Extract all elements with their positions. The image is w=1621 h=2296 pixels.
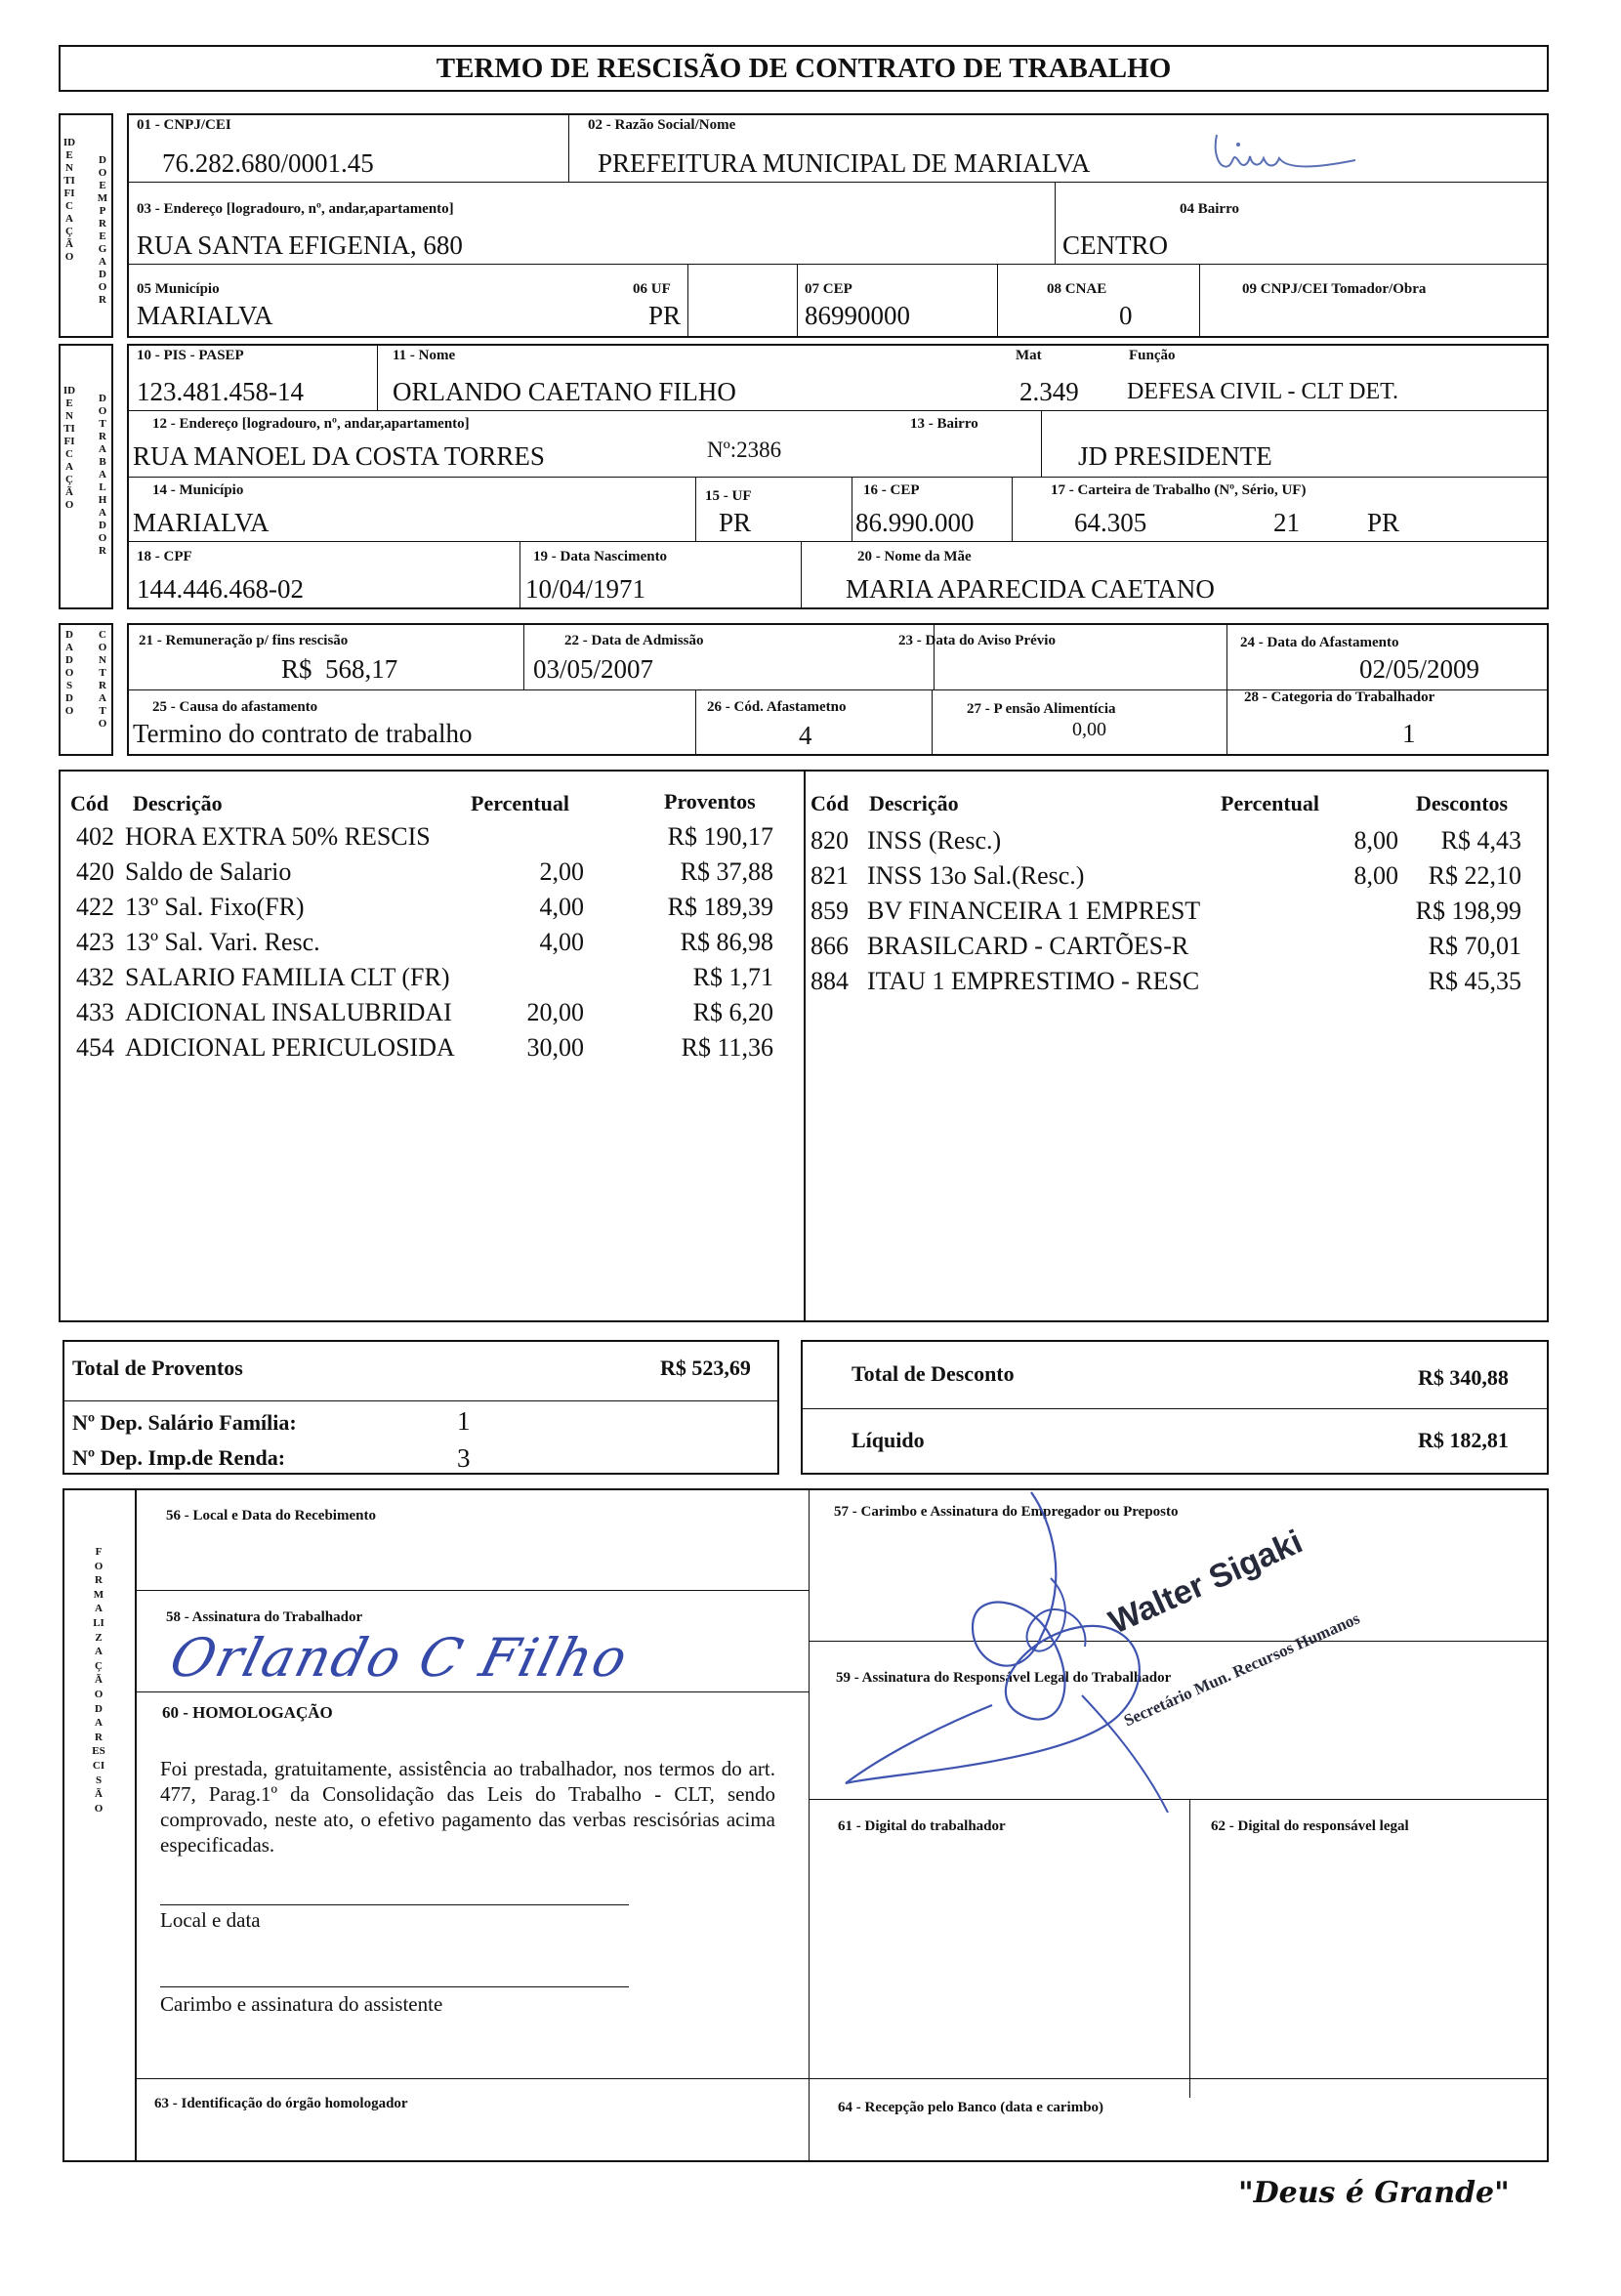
total-desconto-label: Total de Desconto bbox=[852, 1361, 1015, 1386]
employer-side-label-a: IDENTIFICAÇÃO bbox=[62, 137, 76, 263]
numero-value: Nº:2386 bbox=[707, 438, 782, 462]
f19-label: 19 - Data Nascimento bbox=[533, 549, 668, 564]
f07-label: 07 CEP bbox=[805, 281, 852, 297]
earnings-amount: R$ 86,98 bbox=[680, 928, 773, 956]
contract-side-label-a: DADOS DO bbox=[64, 629, 74, 717]
stamp-name: Walter Sigaki bbox=[1103, 1523, 1309, 1642]
f17-uf: PR bbox=[1367, 508, 1400, 537]
f26-value: 4 bbox=[799, 721, 812, 750]
f60-text: Foi prestada, gratuitamente, assistência ao trabalhador, nos termos do art. 477, Parag.1º da Consolidação das Leis do Trabalho - CLT, sendo comprovado, neste ato, o efetivo pagamento das verbas rescisórias acima especificadas. bbox=[160, 1757, 775, 1857]
local-e-data: Local e data bbox=[160, 1908, 261, 1932]
f18-label: 18 - CPF bbox=[137, 549, 192, 564]
earnings-perc: 2,00 bbox=[539, 857, 584, 886]
earnings-header-cod: Cód bbox=[70, 791, 109, 815]
f25-value: Termino do contrato de trabalho bbox=[133, 719, 473, 748]
earnings-cod: 423 bbox=[76, 928, 114, 956]
f12-label: 12 - Endereço [logradouro, nº, andar,apartamento] bbox=[152, 416, 470, 432]
earnings-desc: ADICIONAL PERICULOSIDA bbox=[125, 1033, 455, 1062]
f15-value: PR bbox=[719, 508, 752, 537]
deductions-desc: INSS 13o Sal.(Resc.) bbox=[867, 861, 1085, 890]
f08-label: 08 CNAE bbox=[1047, 281, 1107, 297]
page-title: TERMO DE RESCISÃO DE CONTRATO DE TRABALHO bbox=[436, 53, 1172, 84]
f16-label: 16 - CEP bbox=[863, 482, 920, 498]
deductions-perc: 8,00 bbox=[1353, 861, 1398, 890]
f17-serie: 21 bbox=[1273, 508, 1300, 537]
f05-value: MARIALVA bbox=[137, 301, 273, 330]
f28-value: 1 bbox=[1402, 719, 1416, 748]
f27-label: 27 - P ensão Alimentícia bbox=[967, 701, 1116, 717]
deductions-cod: 820 bbox=[810, 826, 849, 855]
f04-value: CENTRO bbox=[1062, 230, 1168, 260]
f03-value: RUA SANTA EFIGENIA, 680 bbox=[137, 230, 463, 260]
deductions-cod: 866 bbox=[810, 932, 849, 960]
f17-label: 17 - Carteira de Trabalho (Nº, Sério, UF) bbox=[1051, 482, 1307, 498]
deductions-desc: BV FINANCEIRA 1 EMPREST bbox=[867, 897, 1201, 925]
dep-salario-familia-label: Nº Dep. Salário Família: bbox=[72, 1410, 297, 1435]
mat-label: Mat bbox=[1016, 348, 1042, 363]
earnings-amount: R$ 6,20 bbox=[692, 998, 773, 1026]
worker-signature: Orlando C Filho bbox=[164, 1627, 636, 1689]
earnings-amount: R$ 189,39 bbox=[667, 893, 773, 921]
f24-label: 24 - Data do Afastamento bbox=[1240, 635, 1399, 650]
f25-label: 25 - Causa do afastamento bbox=[152, 699, 318, 715]
earnings-cod: 402 bbox=[76, 822, 114, 851]
deductions-desc: BRASILCARD - CARTÕES-R bbox=[867, 932, 1189, 960]
f06-label: 06 UF bbox=[633, 281, 671, 297]
f11-label: 11 - Nome bbox=[393, 348, 456, 363]
f17-numero: 64.305 bbox=[1074, 508, 1147, 537]
worker-section bbox=[127, 344, 1549, 609]
earnings-cod: 454 bbox=[76, 1033, 114, 1062]
totals-deductions-box bbox=[801, 1340, 1549, 1475]
earnings-perc: 4,00 bbox=[539, 893, 584, 921]
f07-value: 86990000 bbox=[805, 301, 910, 330]
earnings-perc: 30,00 bbox=[526, 1033, 584, 1062]
f22-value: 03/05/2007 bbox=[533, 654, 654, 684]
deductions-amount: R$ 4,43 bbox=[1440, 826, 1521, 855]
f09-label: 09 CNPJ/CEI Tomador/Obra bbox=[1242, 281, 1427, 297]
f64-label: 64 - Recepção pelo Banco (data e carimbo) bbox=[838, 2100, 1104, 2115]
totals-earnings-box bbox=[62, 1340, 779, 1475]
f11-value: ORLANDO CAETANO FILHO bbox=[393, 377, 736, 406]
contract-side-label-b: CONTRATO bbox=[98, 629, 107, 730]
deductions-cod: 821 bbox=[810, 861, 849, 890]
footer-motto: "Deus é Grande" bbox=[1238, 2176, 1510, 2210]
f05-label: 05 Município bbox=[137, 281, 220, 297]
worker-side-box bbox=[59, 344, 113, 609]
funcao-label: Função bbox=[1129, 348, 1176, 363]
f20-value: MARIA APARECIDA CAETANO bbox=[846, 574, 1215, 604]
f28-label: 28 - Categoria do Trabalhador bbox=[1244, 689, 1435, 705]
employer-side-box bbox=[59, 113, 113, 338]
f13-value: JD PRESIDENTE bbox=[1078, 441, 1272, 471]
f24-value: 02/05/2009 bbox=[1359, 654, 1480, 684]
deductions-cod: 859 bbox=[810, 897, 849, 925]
formalization-section bbox=[62, 1488, 1549, 2162]
f19-value: 10/04/1971 bbox=[525, 574, 646, 604]
deductions-header-cod: Cód bbox=[810, 791, 850, 815]
f56-label: 56 - Local e Data do Recebimento bbox=[166, 1508, 376, 1524]
employer-section bbox=[127, 113, 1549, 338]
earnings-desc: HORA EXTRA 50% RESCIS bbox=[125, 822, 431, 851]
deductions-amount: R$ 45,35 bbox=[1428, 967, 1521, 995]
funcao-value: DEFESA CIVIL - CLT DET. bbox=[1127, 379, 1399, 404]
earnings-desc: 13º Sal. Fixo(FR) bbox=[125, 893, 305, 921]
f21-label: 21 - Remuneração p/ fins rescisão bbox=[139, 633, 349, 648]
f01-label: 01 - CNPJ/CEI bbox=[137, 117, 231, 133]
contract-section bbox=[127, 623, 1549, 756]
mat-value: 2.349 bbox=[1019, 377, 1079, 406]
earnings-amount: R$ 11,36 bbox=[681, 1033, 773, 1062]
earnings-header-amount: Proventos bbox=[664, 789, 756, 814]
deductions-header-amount: Descontos bbox=[1416, 791, 1509, 815]
dep-salario-familia-value: 1 bbox=[457, 1406, 471, 1436]
f06-value: PR bbox=[648, 301, 682, 330]
f23-label: 23 - Data do Aviso Prévio bbox=[898, 633, 1056, 648]
f03-label: 03 - Endereço [logradouro, nº, andar,apartamento] bbox=[137, 201, 454, 217]
contract-side-box bbox=[59, 623, 113, 756]
f15-label: 15 - UF bbox=[705, 488, 752, 504]
earnings-amount: R$ 37,88 bbox=[680, 857, 773, 886]
worker-side-label-b: DO TRABALHADOR bbox=[98, 393, 107, 557]
f22-label: 22 - Data de Admissão bbox=[564, 633, 704, 648]
f18-value: 144.446.468-02 bbox=[137, 574, 304, 604]
employer-signature bbox=[826, 1490, 1236, 1813]
earnings-cod: 420 bbox=[76, 857, 114, 886]
f01-value: 76.282.680/0001.45 bbox=[162, 148, 374, 178]
f04-label: 04 Bairro bbox=[1180, 201, 1239, 217]
total-proventos-label: Total de Proventos bbox=[72, 1356, 243, 1380]
earnings-desc: Saldo de Salario bbox=[125, 857, 292, 886]
earnings-desc: 13º Sal. Vari. Resc. bbox=[125, 928, 320, 956]
deductions-header-desc: Descrição bbox=[869, 791, 959, 815]
earnings-perc: 20,00 bbox=[526, 998, 584, 1026]
f57-label: 57 - Carimbo e Assinatura do Empregador ou Preposto bbox=[834, 1504, 1179, 1520]
deductions-cod: 884 bbox=[810, 967, 849, 995]
f12-value: RUA MANOEL DA COSTA TORRES bbox=[133, 441, 545, 471]
f58-label: 58 - Assinatura do Trabalhador bbox=[166, 1609, 363, 1625]
f10-label: 10 - PIS - PASEP bbox=[137, 348, 244, 363]
worker-side-label-a: IDENTIFICAÇÃO bbox=[62, 385, 76, 511]
employer-initial-signature bbox=[1209, 123, 1365, 182]
total-proventos-value: R$ 523,69 bbox=[660, 1356, 751, 1380]
earnings-desc: SALARIO FAMILIA CLT (FR) bbox=[125, 963, 450, 991]
title-bar bbox=[59, 45, 1549, 92]
f63-label: 63 - Identificação do órgão homologador bbox=[154, 2096, 408, 2111]
earnings-perc: 4,00 bbox=[539, 928, 584, 956]
deductions-perc: 8,00 bbox=[1353, 826, 1398, 855]
f02-label: 02 - Razão Social/Nome bbox=[588, 117, 736, 133]
stamp-role: Secretário Mun. Recursos Humanos bbox=[1121, 1608, 1363, 1731]
f20-label: 20 - Nome da Mãe bbox=[857, 549, 972, 564]
dep-imp-renda-value: 3 bbox=[457, 1443, 471, 1473]
deductions-desc: ITAU 1 EMPRESTIMO - RESC bbox=[867, 967, 1200, 995]
deductions-amount: R$ 70,01 bbox=[1428, 932, 1521, 960]
f16-value: 86.990.000 bbox=[855, 508, 975, 537]
liquido-value: R$ 182,81 bbox=[1418, 1428, 1509, 1452]
earnings-header-desc: Descrição bbox=[133, 791, 223, 815]
f08-value: 0 bbox=[1119, 301, 1133, 330]
formalization-side-label: FORMALIZAÇÃO DA RESCISÃO bbox=[92, 1546, 105, 1815]
f14-value: MARIALVA bbox=[133, 508, 270, 537]
deductions-amount: R$ 198,99 bbox=[1415, 897, 1521, 925]
earnings-cod: 432 bbox=[76, 963, 114, 991]
earnings-cod: 433 bbox=[76, 998, 114, 1026]
f13-label: 13 - Bairro bbox=[910, 416, 978, 432]
liquido-label: Líquido bbox=[852, 1428, 925, 1452]
f62-label: 62 - Digital do responsável legal bbox=[1211, 1818, 1409, 1834]
earnings-amount: R$ 190,17 bbox=[667, 822, 773, 851]
f21-value: R$ 568,17 bbox=[281, 654, 398, 684]
total-desconto-value: R$ 340,88 bbox=[1418, 1365, 1509, 1390]
earnings-desc: ADICIONAL INSALUBRIDAI bbox=[125, 998, 452, 1026]
f02-value: PREFEITURA MUNICIPAL DE MARIALVA bbox=[598, 148, 1091, 178]
f10-value: 123.481.458-14 bbox=[137, 377, 304, 406]
f59-label: 59 - Assinatura do Responsável Legal do Trabalhador bbox=[836, 1670, 1172, 1686]
earnings-amount: R$ 1,71 bbox=[692, 963, 773, 991]
deductions-amount: R$ 22,10 bbox=[1428, 861, 1521, 890]
f27-value: 0,00 bbox=[1072, 719, 1106, 740]
earnings-deductions-table bbox=[59, 770, 1549, 1322]
deductions-header-perc: Percentual bbox=[1221, 791, 1320, 815]
f14-label: 14 - Município bbox=[152, 482, 244, 498]
dep-imp-renda-label: Nº Dep. Imp.de Renda: bbox=[72, 1445, 286, 1470]
earnings-cod: 422 bbox=[76, 893, 114, 921]
f61-label: 61 - Digital do trabalhador bbox=[838, 1818, 1006, 1834]
deductions-desc: INSS (Resc.) bbox=[867, 826, 1002, 855]
carimbo-assistente: Carimbo e assinatura do assistente bbox=[160, 1992, 443, 2016]
employer-side-label-b: DO EMPREGADOR bbox=[97, 154, 108, 306]
f26-label: 26 - Cód. Afastametno bbox=[707, 699, 847, 715]
earnings-header-perc: Percentual bbox=[471, 791, 570, 815]
f60-label: 60 - HOMOLOGAÇÃO bbox=[162, 1703, 333, 1722]
